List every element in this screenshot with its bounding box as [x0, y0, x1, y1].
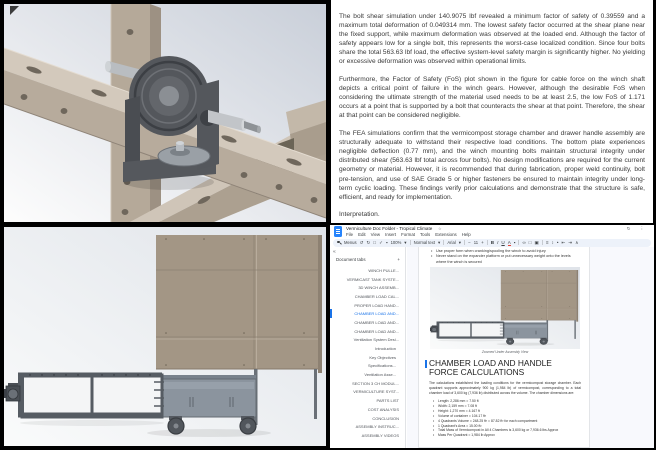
font-size-value[interactable]: 11 [473, 240, 479, 246]
collapse-toolbar-icon[interactable]: ∧ [575, 239, 579, 245]
spec-bullet: • Total Mass of Vermicompost in All 4 Chambers is 3,600 kg or 7,936.6 lbs Approx [429, 428, 581, 433]
menu-view[interactable]: View [370, 232, 381, 237]
spec-bullet: • Height: 1,270 mm = 4.167 ft [429, 409, 581, 414]
zoom-dropdown-icon[interactable]: ▾ [404, 239, 407, 245]
tab-item[interactable]: Specifications... [367, 363, 396, 369]
font-dropdown-icon[interactable]: ▾ [458, 239, 462, 245]
insert-link-icon[interactable]: ∞ [522, 240, 526, 246]
text-color-icon[interactable]: A [507, 239, 511, 245]
section-heading-text: CHAMBER LOAD AND HANDLE FORCE CALCULATIONS [429, 357, 552, 378]
menu-format[interactable]: Format [401, 232, 415, 237]
tab-item[interactable]: Introduction [375, 346, 396, 352]
document-title[interactable]: Vermiculture Doc Folder - Tropical Climate [346, 226, 433, 231]
bold-icon[interactable]: B [490, 240, 495, 246]
intro-paragraph: The calculations established the loading conditions for the vermicompost storage chamber. Each quadrant supports approximately 900 kg (1,984 lb) of vermicompost, corresponding to a total chamber load of 3,600 kg (7,936 lb) distributed across the volume. The chamber dimensions are: [429, 381, 581, 395]
report-paragraph: The bolt shear simulation under 140.9075 lbf revealed a minimum factor of safety of 0.39559 and a maximum total deformation of 0.049314 mm. The lowest safety factor occurred at the shear plane near the fixed support, while maximum deformation was observed at the loaded end. Although the factor of safety appears low for a single bolt, this represents the worst-case localized condition. Since four bolts share the total 563.63 lbf load, the effective system-level safety margin is significantly higher. No yielding or excessive deformation was observed within operational limits. [339, 13, 645, 66]
report-paragraph: Interpretation. [339, 211, 380, 219]
figure-caption: Zoomed Under Assembly View [481, 349, 529, 354]
spec-bullet: • 1 Quadrant's Area = 15.00 ft² [429, 424, 581, 429]
indent-decrease-icon[interactable]: ⇤ [561, 239, 566, 245]
report-paragraph: The FEA simulations confirm that the vermicompost storage chamber and drawer handle assembly are structurally adequate to withstand their respective load conditions. The bottom plate experiences negligible deflection (0.77 mm), and the winch mounting bolts maintain structural integrity under distributed shear (563.63 lbf total across four bolts). No design modifications are required for the current geometry or material. However, it is recommended that during fabrication, proper weld continuity, bolt pre-tension, and use of SAE Grade 5 or higher fasteners be ensured to maintain integrity under long-term cyclic loading. These findings verify prior calculations and demonstrate that the structure is safe, efficient, and ready for implementation. [339, 130, 645, 201]
menus-search-label[interactable]: Menus [344, 240, 357, 246]
safety-bullet: • Never stand on the expander platform or put unnecessary weight onto the levels where the winch is secured [429, 254, 581, 265]
toolbar-divider [542, 240, 543, 245]
document-tabs-panel [330, 247, 406, 448]
document-tabs-list [330, 266, 405, 440]
menu-extensions[interactable]: Extensions [435, 232, 457, 237]
tab-item[interactable]: 3D WINCH ASSEMB... [358, 285, 399, 291]
safety-bullet-list [429, 249, 581, 265]
menu-file[interactable]: File [346, 232, 354, 237]
insert-image-icon[interactable]: ▣ [534, 239, 539, 245]
spec-bullet-list [429, 399, 581, 438]
indent-increase-icon[interactable]: ⇥ [568, 239, 573, 245]
undo-icon[interactable]: ↺ [359, 239, 364, 245]
menu-help[interactable]: Help [461, 232, 471, 237]
toolbar-divider [443, 240, 444, 245]
paint-format-icon[interactable]: ▪ [385, 240, 388, 246]
report-page [331, 0, 653, 223]
toolbar-divider [487, 240, 488, 245]
cad-winch-assembly-view [4, 4, 326, 222]
add-comment-icon[interactable]: □ [528, 240, 532, 246]
tab-item[interactable]: ASSEMBLY INSTRUC... [355, 424, 399, 430]
spec-bullet: • Width: 2,159 mm = 7.08 ft [429, 404, 581, 409]
font-size-minus-icon[interactable]: − [468, 240, 471, 246]
italic-icon[interactable]: I [497, 240, 499, 246]
spellcheck-icon[interactable]: ✓ [379, 239, 383, 245]
underline-icon[interactable]: U [501, 240, 505, 246]
document-tabs-header [336, 257, 400, 262]
docs-toolbar [333, 239, 651, 248]
tab-item[interactable]: VERMICULTURE SYST... [353, 389, 399, 395]
menu-edit[interactable]: Edit [358, 232, 366, 237]
document-tabs-label: Document tabs [336, 257, 366, 262]
google-docs-icon[interactable] [334, 226, 342, 237]
report-paragraph: Furthermore, the Factor of Safety (FoS) plot shown in the figure for cable force on the winch shaft depicts a critical point of failure in the winch gears. However, although the desirable FoS when considering the ultimate strength of the material used needs to be at least 2.5, the low FoS of 1.171 occurs at a point that is supported by a bolt that counteracts the shear at that point. Therefore, the shear at that point can be considered negligible. [339, 76, 645, 120]
toolbar-divider [410, 240, 411, 245]
spec-bullet: • Mass Per Quadrant = 1,984 lb Approx [429, 433, 581, 438]
cad-chamber-cart-view [4, 227, 326, 446]
tab-item[interactable]: CONCLUSION [372, 415, 399, 421]
tab-item[interactable]: Key Objectives [369, 354, 396, 360]
text-cursor [425, 360, 427, 368]
assembly-figure [430, 267, 580, 349]
tab-item[interactable]: VERMICAST TANK SYSTE... [346, 276, 399, 282]
toolbar-divider [464, 240, 465, 245]
collapse-panel-icon[interactable]: « [333, 249, 336, 255]
cad-winch-scene [4, 4, 326, 222]
docs-titlebar [330, 225, 654, 238]
bullet-list-icon[interactable]: • [556, 240, 559, 246]
tab-item[interactable]: PROPER LOAD HAND... [354, 302, 399, 308]
spec-bullet: • 4 Quadrants Volume = 248.25 ft³ = 87.82 ft³ for each compartment [429, 419, 581, 424]
tab-item[interactable]: PARTS LIST [376, 398, 399, 404]
spec-bullet: • Volume of container = 104.17 ft³ [429, 414, 581, 419]
style-dropdown-icon[interactable]: ▾ [438, 239, 441, 245]
tab-item[interactable]: ASSEMBLY VIDEOS [361, 432, 399, 438]
tab-item[interactable]: CHAMBER LOAD AND... [354, 319, 399, 325]
paragraph-style-select[interactable]: Normal text [413, 240, 436, 246]
tab-item[interactable]: WINCH PULLE... [368, 267, 399, 273]
align-icon[interactable]: ≡ [545, 240, 549, 246]
cad-chamber-scene [4, 227, 326, 446]
line-spacing-icon[interactable]: ↕ [551, 240, 554, 246]
spec-bullet: • Length: 2,286 mm = 7.50 ft [429, 399, 581, 404]
safety-bullet: • Use proper form when cranking/spooling the winch to avoid injury [429, 249, 581, 254]
tab-item-selected[interactable]: CHAMBER LOAD AND... [354, 311, 399, 317]
docs-canvas [407, 247, 654, 448]
menu-insert[interactable]: Insert [385, 232, 397, 237]
print-icon[interactable]: □ [373, 240, 377, 246]
titlebar-action-icons[interactable]: ↻ ⋮ [626, 226, 648, 231]
section-heading [429, 359, 581, 378]
search-icon[interactable] [337, 241, 341, 245]
redo-icon[interactable]: ↻ [366, 239, 371, 245]
menu-bar [346, 232, 471, 238]
tab-item[interactable]: COST ANALYSIS [367, 406, 399, 412]
docs-body [330, 247, 654, 448]
highlight-icon[interactable]: ▪ [513, 240, 516, 246]
google-docs-window [330, 225, 654, 448]
toolbar-divider [518, 240, 519, 245]
font-family-select[interactable]: Arial [447, 240, 456, 246]
add-tab-icon[interactable]: + [397, 257, 400, 262]
star-icon[interactable]: ☆ [438, 226, 442, 231]
zoom-select[interactable]: 100% [390, 240, 402, 246]
tab-item[interactable]: Ventilation System Desi... [353, 337, 399, 343]
tab-item[interactable]: SECTION 3 CH MODUL... [352, 380, 399, 386]
menu-tools[interactable]: Tools [419, 232, 431, 237]
tab-item[interactable]: CHAMBER LOAD AND... [354, 328, 399, 334]
tab-item[interactable]: Ventilation Asse... [364, 372, 396, 378]
tab-item[interactable]: CHAMBER LOAD CAL... [354, 293, 399, 299]
font-size-plus-icon[interactable]: + [481, 240, 484, 246]
document-page[interactable] [418, 247, 590, 448]
